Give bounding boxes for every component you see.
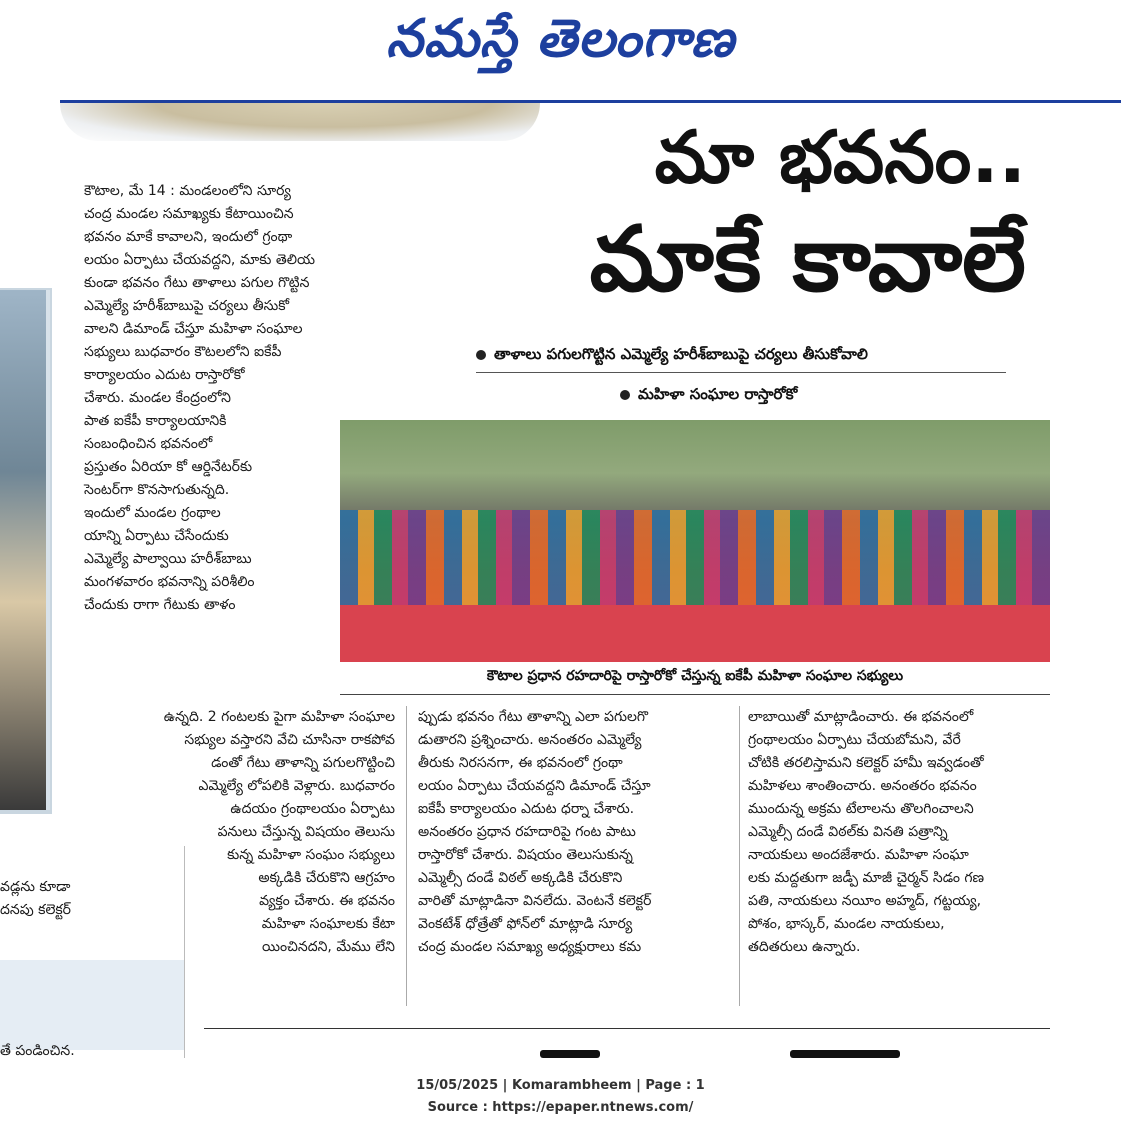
footer-edition: Komarambheem — [511, 1078, 632, 1093]
article-line: పనులు చేస్తున్న విషయం తెలుసు — [217, 824, 395, 840]
article-line: డంతో గేటు తాళాన్ని పగులగొట్టించి — [211, 755, 395, 771]
photo-caption: కౌటాల ప్రధాన రహదారిపై రాస్తారోకో చేస్తున్న ఐకేపీ మహిళా సంఘాల సభ్యులు — [486, 668, 904, 684]
article-line: యాన్ని ఏర్పాటు చేసేందుకు — [84, 528, 229, 544]
article-line: లయం ఏర్పాటు చేయవద్దని డిమాండ్ చేస్తూ — [418, 778, 651, 794]
article-line: గ్రంథాలయం ఏర్పాటు చేయబోమని, వేరే — [748, 732, 961, 748]
headline-line-1: మా భవనం.. — [654, 115, 1026, 199]
article-line: ఎమ్మెల్యే లోపలికి వెళ్లారు. బుధవారం — [198, 778, 395, 794]
article-line: ఐకేపీ కార్యాలయం ఎదుట ధర్నా చేశారు. — [418, 801, 635, 817]
article-line: రాస్తారోకో చేశారు. విషయం తెలుసుకున్న — [418, 847, 633, 863]
caption-rule — [340, 694, 1050, 695]
article-line: ఎమ్మెల్సీ దండే విఠల్ అక్కడికి చేరుకొని — [418, 870, 623, 886]
article-line: కార్యాలయం ఎదుట రాస్తారోకో — [84, 367, 245, 383]
article-line: అక్కడికి చేరుకొని ఆగ్రహం — [258, 870, 395, 886]
article-line: చంద్ర మండల సమాఖ్య అధ్యక్షురాలు కమ — [418, 939, 642, 955]
article-line: చేందుకు రాగా గేటుకు తాళం — [84, 597, 236, 613]
article-line: వెంకటేశ్ ధోత్రేతో ఫోన్‌లో మాట్లాడి సూర్య — [418, 916, 633, 932]
article-line: కున్న మహిళా సంఘం సభ్యులు — [227, 847, 395, 863]
article-line: మహిళా సంఘాలకు కేటా — [261, 916, 395, 932]
footer-separator: | — [502, 1078, 508, 1093]
article-line: లయం ఏర్పాటు చేయవద్దని, మాకు తెలియ — [84, 252, 315, 268]
article-line: మహిళలు శాంతించారు. అనంతరం భవనం — [748, 778, 977, 794]
adjacent-article-text-bottom: తే పండించిన. — [0, 1043, 75, 1059]
footer-page: Page : 1 — [645, 1078, 705, 1093]
article-line: ఎమ్మెల్యే పాల్వాయి హరీశ్‌బాబు — [84, 551, 252, 567]
article-line: ఉదయం గ్రంథాలయం ఏర్పాటు — [230, 801, 395, 817]
article-line: ప్రస్తుతం ఏరియా కో ఆర్డినేటర్‌కు — [84, 459, 253, 475]
article-line: సభ్యులు బుధవారం కౌటలలోని ఐకేపీ — [84, 344, 282, 360]
article-line: సభ్యుల వస్తారని వేచి చూసినా రాకపోవ — [184, 732, 395, 748]
footer-edition-line — [0, 1078, 1121, 1093]
bullet-icon — [476, 350, 486, 360]
article-line: వ్యక్తం చేశారు. ఈ భవనం — [259, 893, 395, 909]
article-line: భవనం మాకే కావాలని, ఇందులో గ్రంథా — [84, 229, 293, 245]
article-line: ఎమ్మెల్సీ దండే విఠల్‌కు వినతి పత్రాన్ని — [748, 824, 948, 840]
footer-source[interactable]: Source : https://epaper.ntnews.com/ — [427, 1100, 694, 1115]
article-line: ఉన్నది. 2 గంటలకు పైగా మహిళా సంఘాల — [163, 709, 395, 725]
article-line: కుండా భవనం గేటు తాళాలు పగుల గొట్టిన — [84, 275, 310, 291]
subhead-rule — [476, 372, 1006, 373]
adjacent-article-text — [0, 876, 100, 922]
article-line: వాలని డిమాండ్ చేస్తూ మహిళా సంఘాల — [84, 321, 303, 337]
photo-crowd — [340, 510, 1050, 610]
footer-date: 15/05/2025 — [416, 1078, 499, 1093]
news-photo — [340, 420, 1050, 662]
subhead-1: తాళాలు పగులగొట్టిన ఎమ్మెల్యే హరీశ్‌బాబుపై చర్యలు తీసుకోవాలి — [476, 345, 868, 367]
article-line: చంద్ర మండల సమాఖ్యకు కేటాయించిన — [84, 206, 294, 222]
bullet-icon — [620, 390, 630, 400]
article-line: అనంతరం ప్రధాన రహదారిపై గంట పాటు — [418, 824, 636, 840]
article-line: నాయకులు అందజేశారు. మహిళా సంఘా — [748, 847, 969, 863]
column-divider — [406, 706, 407, 1006]
article-line: చేశారు. మండల కేంద్రంలోని — [84, 390, 231, 406]
article-column-3 — [418, 706, 730, 959]
footer-separator: | — [636, 1078, 641, 1093]
article-line: వడ్లను కూడా — [0, 879, 71, 895]
article-line: పాత ఐకేపీ కార్యాలయానికి — [84, 413, 227, 429]
article-line: దనపు కలెక్టర్ — [0, 902, 71, 918]
adjacent-article-photo — [0, 290, 50, 810]
article-line: ఇందులో మండల గ్రంథాల — [84, 505, 221, 521]
article-line: లకు మద్దతుగా జడ్పీ మాజీ చైర్మన్ సిడం గణ — [748, 870, 985, 886]
article-line: చోటికి తరలిస్తామని కలెక్టర్ హామీ ఇవ్వడంతో — [748, 755, 984, 771]
article-line: పతి, నాయకులు నయీం అహ్మద్, గట్టయ్య, — [748, 893, 982, 909]
article-line: మంగళవారం భవనాన్ని పరిశీలిం — [84, 574, 255, 590]
article-line: డుతారని ప్రశ్నించారు. అనంతరం ఎమ్మెల్యే — [418, 732, 642, 748]
article-line: వారితో మాట్లాడినా వినలేదు. వెంటనే కలెక్టర్ — [418, 893, 652, 909]
article-line: లాబాయితో మాట్లాడించారు. ఈ భవనంలో — [748, 709, 974, 725]
headline-line-2: మాకే కావాలే — [589, 207, 1026, 312]
article-line: ఎమ్మెల్యే హరీశ్‌బాబుపై చర్యలు తీసుకో — [84, 298, 290, 314]
next-headline-fragment — [540, 1050, 900, 1058]
article-line: సంబంధించిన భవనంలో — [84, 436, 213, 452]
subhead-2: మహిళా సంఘాల రాస్తారోకో — [620, 385, 797, 407]
article-column-4 — [748, 706, 1050, 959]
article-line: పోశం, భాస్కర్, మండల నాయకులు, — [748, 916, 945, 932]
article-line: యించినదని, మేము లేని — [262, 939, 395, 955]
article-column-1 — [84, 180, 394, 617]
article-line: కౌటాల, మే 14 : మండలంలోని సూర్య — [84, 183, 291, 199]
article-line: తీరుకు నిరసనగా, ఈ భవనంలో గ్రంథా — [418, 755, 623, 771]
article-line: ప్పుడు భవనం గేటు తాళాన్ని ఎలా పగులగొ — [418, 709, 649, 725]
adjacent-article-shade — [0, 960, 184, 1050]
article-line: సెంటర్‌గా కొనసాగుతున్నది. — [84, 482, 230, 498]
section-bottom-rule — [204, 1028, 1050, 1029]
article-line: ముందున్న అక్రమ టేలాలను తొలగించాలని — [748, 801, 974, 817]
masthead-logo: నమస్తే తెలంగాణ — [386, 8, 735, 69]
article-line: తదితరులు ఉన్నారు. — [748, 939, 861, 955]
photo-red-carpet — [340, 605, 1050, 662]
column-divider — [739, 706, 740, 1006]
